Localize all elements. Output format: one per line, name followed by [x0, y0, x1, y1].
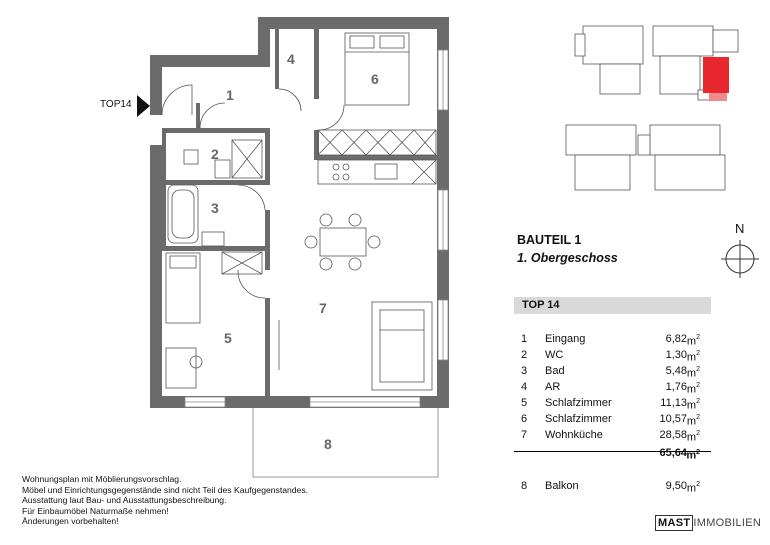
note-line: Ausstattung laut Bau- und Ausstattungsbeschreibung. [22, 495, 227, 505]
key-plan [566, 26, 738, 190]
room-number-8: 8 [324, 436, 332, 452]
room-unit: $m^2$ [686, 430, 700, 444]
unit-title: TOP 14 [514, 297, 711, 314]
room-number-7: 7 [319, 300, 327, 316]
building-section: BAUTEIL 1 [517, 233, 582, 247]
room-unit: $m^2$ [686, 350, 700, 364]
note-line: Änderungen vorbehalten! [22, 516, 119, 526]
room-no: 2 [521, 349, 528, 361]
company-logo: MAST IMMOBILIEN [655, 517, 761, 529]
room-number-2: 2 [211, 146, 219, 162]
room-row [521, 363, 711, 379]
windows [185, 50, 448, 407]
room-row [521, 411, 711, 427]
entrance-arrow-icon [137, 95, 150, 117]
compass-icon [721, 240, 759, 278]
note-line: Möbel und Einrichtungsgegenstände sind nicht Teil des Kaufgegenstandes. [22, 484, 309, 495]
room-name: WC [545, 349, 564, 361]
sofa [372, 302, 432, 390]
dining-table [305, 214, 380, 270]
room-area: 28,58 [659, 429, 687, 441]
room-name: Bad [545, 365, 565, 377]
room-row [521, 379, 711, 395]
total-unit: $m^2$ [686, 449, 700, 462]
room-no: 5 [521, 397, 528, 409]
room-number-6: 6 [371, 71, 379, 87]
room-area: 11,13 [660, 397, 687, 409]
room-area: 1,76 [665, 381, 687, 393]
room-name: Schlafzimmer [545, 413, 612, 425]
room-name: AR [545, 381, 561, 393]
note-line: Wohnungsplan mit Möblierungsvorschlag. [22, 474, 182, 484]
room-unit: $m^2$ [686, 382, 700, 396]
total-row [521, 445, 711, 461]
room-name: Schlafzimmer [545, 397, 612, 409]
room-number-5: 5 [224, 330, 232, 346]
walls [150, 17, 449, 408]
total-area: 65,64 [659, 447, 687, 459]
doors [162, 85, 344, 370]
key-plan-highlight [703, 57, 729, 93]
note-line: Für Einbaumöbel Naturmaße nehmen! [22, 505, 169, 516]
room-row [521, 427, 711, 443]
room-row [521, 395, 711, 411]
room-no: 7 [521, 429, 528, 441]
room-area: 6,82 [665, 333, 687, 345]
room-row [521, 347, 711, 363]
key-plan-highlight-balcony [709, 93, 727, 101]
balcony-row: 8 Balkon 9,50 $m^2$ [521, 480, 700, 495]
room-area: 1,30 [665, 349, 687, 361]
room-no: 4 [521, 381, 528, 393]
room-number-3: 3 [211, 200, 219, 216]
room-no: 3 [521, 365, 528, 377]
room-row [521, 331, 711, 347]
room-number-4: 4 [287, 51, 295, 67]
room-unit: $m^2$ [686, 414, 700, 428]
notes [22, 474, 308, 527]
room-unit: $m^2$ [686, 334, 700, 348]
room-number-1: 1 [226, 87, 234, 103]
room-no: 1 [521, 333, 528, 345]
room-name: Wohnküche [545, 429, 603, 441]
room-name: Eingang [545, 333, 586, 345]
entrance-label: TOP14 [100, 99, 132, 110]
balcony-outline [253, 402, 438, 477]
room-no: 6 [521, 413, 528, 425]
compass-label: N [735, 221, 745, 236]
room-unit: $m^2$ [686, 366, 700, 380]
room-numbers [211, 51, 379, 452]
room-unit: $m^2$ [686, 398, 700, 412]
room-area: 10,57 [659, 413, 687, 425]
room-area: 5,48 [665, 365, 687, 377]
floor-name: 1. Obergeschoss [517, 251, 618, 265]
